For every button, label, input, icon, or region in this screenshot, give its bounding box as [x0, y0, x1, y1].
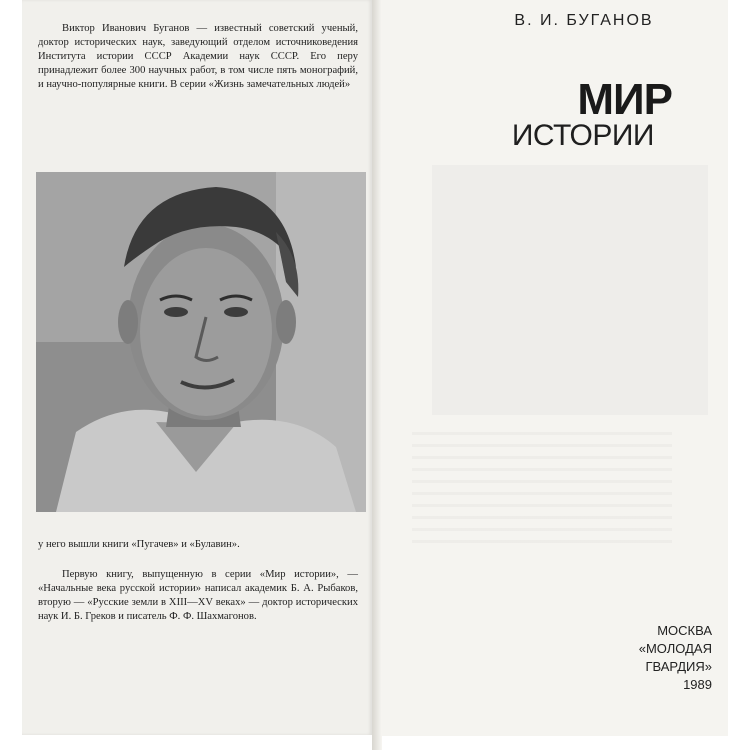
title-page — [382, 0, 728, 736]
imprint-city: МОСКВА — [657, 623, 712, 638]
left-page — [22, 0, 372, 735]
author-name: В. И. БУГАНОВ — [514, 12, 654, 29]
series-note: Первую книгу, выпущенную в серии «Мир истории», — «Начальные века русской истории» написал академик Б. А. Рыбаков, вторую — «Русские земли в XIII—XV веках» — доктор исторических наук И. Б. Греков и писатель Ф. Ф. Шахмагонов. — [38, 569, 358, 622]
imprint-publisher-line-1: «МОЛОДАЯ — [638, 641, 712, 656]
publisher-imprint — [562, 622, 712, 694]
portrait-illustration — [36, 172, 366, 512]
book-gutter — [372, 0, 382, 750]
show-through-image — [432, 165, 708, 415]
author-bio-continued: у него вышли книги «Пугачев» и «Булавин». — [38, 539, 240, 550]
show-through-text — [412, 432, 672, 552]
book-title-main: МИР — [577, 75, 672, 124]
author-portrait-photo — [36, 172, 366, 512]
book-title-sub: ИСТОРИИ — [511, 119, 654, 152]
imprint-publisher-line-2: ГВАРДИЯ» — [645, 659, 712, 674]
imprint-year: 1989 — [683, 677, 712, 692]
author-bio-top: Виктор Иванович Буганов — известный советский ученый, доктор исторических наук, заведующий отделом источниковедения Института истории СССР Академии наук СССР. Его перу принадлежит более 300 научных работ, в том числе пять монографий, и научно-популярные книги. В серии «Жизнь замечательных людей» — [38, 23, 358, 90]
